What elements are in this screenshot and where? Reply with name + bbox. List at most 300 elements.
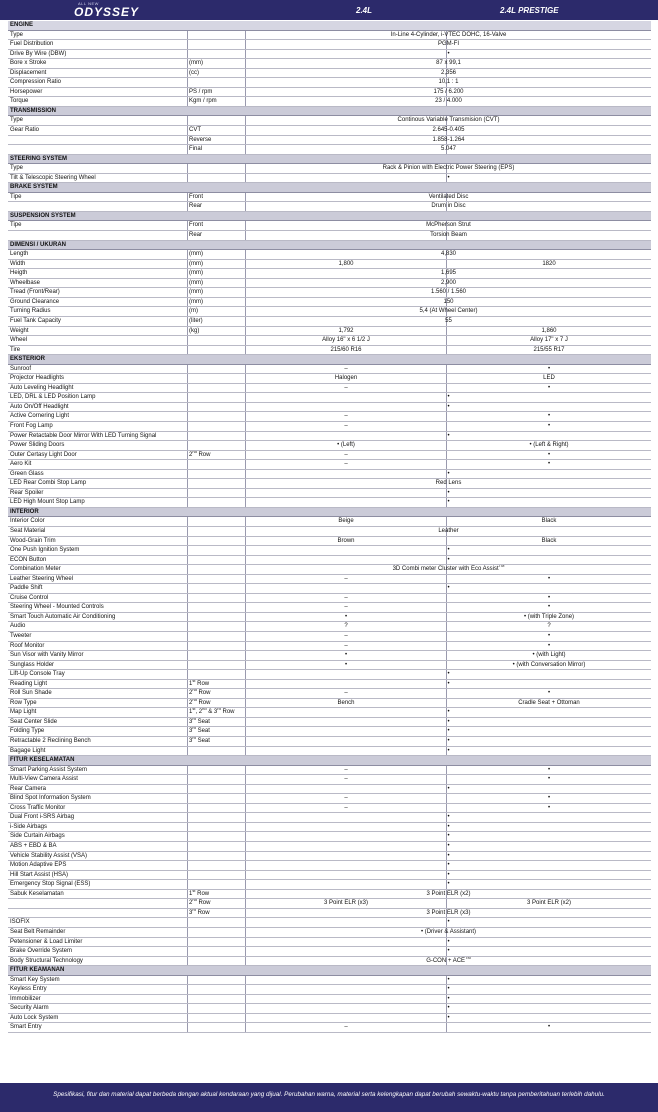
- spec-row: [8, 384, 651, 394]
- spec-label: Wheelbase: [10, 279, 41, 286]
- spec-label: Length: [10, 251, 29, 258]
- column-divider: [187, 546, 188, 555]
- column-divider: [187, 957, 188, 966]
- spec-value-text: •: [447, 814, 450, 821]
- spec-unit-text: Row: [196, 699, 211, 706]
- spec-row: [8, 957, 651, 967]
- column-divider: [187, 661, 188, 670]
- spec-value-both: [246, 832, 651, 841]
- spec-row: [8, 813, 651, 823]
- spec-label: Width: [10, 260, 26, 267]
- spec-value-text: 55: [445, 317, 452, 324]
- column-divider: [187, 393, 188, 402]
- spec-row: [8, 632, 651, 642]
- spec-value-both: [246, 823, 651, 832]
- spec-value-both: [246, 1004, 651, 1013]
- spec-value-both: [246, 288, 651, 297]
- spec-row: [8, 317, 651, 327]
- spec-value-2-4l: –: [344, 804, 348, 811]
- spec-row: [8, 346, 651, 356]
- spec-value-text: •: [447, 50, 450, 57]
- spec-value-2-4l: –: [344, 776, 348, 783]
- spec-value-both: [246, 193, 651, 202]
- spec-label: Cross Traffic Monitor: [10, 804, 66, 811]
- spec-row: [8, 708, 651, 718]
- column-divider: [187, 642, 188, 651]
- spec-label: [10, 899, 186, 908]
- spec-row: [8, 40, 651, 50]
- column-divider: [187, 479, 188, 488]
- spec-label: Horsepower: [10, 88, 43, 95]
- column-divider: [187, 59, 188, 68]
- spec-value-2-4l: 1,792: [338, 327, 354, 334]
- logo-tagline: ALL NEW: [78, 1, 99, 6]
- spec-unit-text: Row: [196, 451, 211, 458]
- spec-value-both: [246, 432, 651, 441]
- spec-value-2-4l-prestige: • (with Light): [532, 652, 566, 659]
- spec-row: [8, 441, 651, 451]
- spec-row: [8, 50, 651, 60]
- spec-value-both: [246, 909, 651, 918]
- spec-value-text: 87 x 99,1: [436, 60, 461, 67]
- spec-value-both: [246, 403, 651, 412]
- section-title: DIMENSI / UKURAN: [10, 241, 67, 248]
- spec-value-text: •: [447, 852, 450, 859]
- spec-value-both: [246, 298, 651, 307]
- spec-row: [8, 565, 651, 575]
- spec-label: Power Retactable Door Mirror With LED Turning Signal: [10, 432, 157, 439]
- section-header-row: [8, 241, 651, 251]
- superscript: nd: [192, 698, 197, 702]
- spec-label: Active Cornering Light: [10, 413, 70, 420]
- spec-row: [8, 527, 651, 537]
- section-header-row: [8, 21, 651, 31]
- spec-value-text: •: [447, 585, 450, 592]
- spec-label: Fuel Tank Capacity: [10, 317, 61, 324]
- column-divider: [187, 298, 188, 307]
- spec-row: [8, 374, 651, 384]
- spec-value-both: [246, 718, 651, 727]
- spec-unit: [189, 718, 245, 727]
- spec-row: [8, 871, 651, 881]
- spec-row: [8, 231, 651, 241]
- spec-value-text: Drum in Disc: [431, 203, 466, 210]
- spec-row: [8, 393, 651, 403]
- spec-value-2-4l: Bench: [337, 699, 355, 706]
- spec-value-2-4l: 3 Point ELR (x3): [323, 900, 369, 907]
- spec-value-text: Ventilated Disc: [428, 193, 469, 200]
- column-divider: [187, 899, 188, 908]
- column-divider: [187, 221, 188, 230]
- spec-label: i-Side Airbags: [10, 823, 48, 830]
- column-divider: [187, 116, 188, 125]
- spec-row: [8, 852, 651, 862]
- spec-value-text: PGM-FI: [438, 41, 459, 48]
- spec-value-text: 150: [443, 298, 454, 305]
- spec-row: [8, 785, 651, 795]
- section-header-row: [8, 355, 651, 365]
- spec-unit-text: (mm): [189, 279, 203, 286]
- column-divider: [187, 670, 188, 679]
- spec-row: [8, 432, 651, 442]
- spec-row: [8, 470, 651, 480]
- spec-value-2-4l-prestige: •: [547, 451, 551, 458]
- spec-label: Smart Touch Automatic Air Conditioning: [10, 613, 116, 620]
- superscript: rd: [192, 908, 196, 912]
- spec-value-2-4l: • (Left): [337, 442, 355, 449]
- spec-label: ABS + EBD & BA: [10, 843, 57, 850]
- spec-value-both: [246, 59, 651, 68]
- section-header-row: [8, 212, 651, 222]
- spec-value-text: •: [447, 995, 450, 1002]
- column-divider: [187, 651, 188, 660]
- spec-unit-text: (mm): [189, 260, 203, 267]
- spec-row: [8, 775, 651, 785]
- spec-unit-text: 2: [189, 451, 193, 458]
- spec-label: Security Alarm: [10, 1005, 49, 1012]
- spec-unit: [189, 451, 245, 460]
- spec-row: [8, 661, 651, 671]
- column-divider: [187, 775, 188, 784]
- spec-value-2-4l-prestige: • (Left & Right): [529, 442, 569, 449]
- spec-value-both: [246, 670, 651, 679]
- spec-value-text: 1.858-1.264: [432, 136, 465, 143]
- spec-unit-text: (mm): [189, 251, 203, 258]
- spec-row: [8, 279, 651, 289]
- column-divider: [187, 1014, 188, 1023]
- spec-value-text: McPherson Strut: [426, 222, 471, 229]
- spec-label: Hill Start Assist (HSA): [10, 871, 69, 878]
- spec-row: [8, 78, 651, 88]
- spec-label: LED High Mount Stop Lamp: [10, 499, 85, 506]
- spec-label: [10, 145, 186, 154]
- section-title: EKSTERIOR: [10, 356, 46, 363]
- spec-row: [8, 842, 651, 852]
- spec-row: [8, 575, 651, 585]
- spec-unit-text: (liter): [189, 317, 203, 324]
- spec-row: [8, 1004, 651, 1014]
- spec-value-text: 3D Combi meter Cluster with Eco Assist: [392, 566, 499, 573]
- spec-label: [10, 909, 186, 918]
- column-divider: [187, 365, 188, 374]
- spec-value-both: [246, 69, 651, 78]
- spec-unit-text: Row: [195, 890, 210, 897]
- spec-label: One Push Ignition System: [10, 547, 80, 554]
- spec-row: [8, 489, 651, 499]
- spec-unit-text: (mm): [189, 298, 203, 305]
- spec-row: [8, 59, 651, 69]
- section-header-row: [8, 107, 651, 117]
- spec-unit-text: Kgm / rpm: [189, 98, 217, 105]
- spec-label: Folding Type: [10, 728, 45, 735]
- spec-label: Tipe: [10, 193, 22, 200]
- spec-unit-text: PS / rpm: [189, 88, 213, 95]
- spec-label: Power Sliding Doors: [10, 442, 65, 449]
- spec-row: [8, 31, 651, 41]
- column-divider: [187, 231, 188, 240]
- spec-unit-text: Row: [195, 680, 210, 687]
- column-divider: [187, 527, 188, 536]
- column-divider: [187, 766, 188, 775]
- spec-unit-text: 1: [189, 709, 193, 716]
- spec-value-2-4l: 215/60 R16: [330, 346, 362, 353]
- spec-row: [8, 193, 651, 203]
- spec-label: Cruise Control: [10, 594, 49, 601]
- spec-row: [8, 288, 651, 298]
- spec-row: [8, 823, 651, 833]
- column-divider: [187, 565, 188, 574]
- column-divider: [187, 680, 188, 689]
- spec-value-2-4l-prestige: •: [547, 776, 551, 783]
- spec-label: LED Rear Combi Stop Lamp: [10, 480, 87, 487]
- spec-row: [8, 269, 651, 279]
- spec-row: [8, 403, 651, 413]
- spec-value-text: •: [447, 747, 450, 754]
- spec-row: [8, 947, 651, 957]
- spec-label: Rear Spoiler: [10, 489, 44, 496]
- spec-value-2-4l-prestige: •: [547, 795, 551, 802]
- column-divider: [187, 1023, 188, 1032]
- spec-value-both: [246, 556, 651, 565]
- column-divider: [187, 708, 188, 717]
- spec-unit-text: 2: [189, 699, 193, 706]
- spec-label: Auto Lock System: [10, 1014, 59, 1021]
- spec-value-text: G-CON + ACE: [426, 957, 466, 964]
- spec-label: Seat Belt Remainder: [10, 928, 66, 935]
- column-divider: [187, 517, 188, 526]
- spec-row: [8, 250, 651, 260]
- spec-value-both: [246, 1014, 651, 1023]
- column-divider: [187, 412, 188, 421]
- spec-value-2-4l: •: [344, 652, 348, 659]
- spec-value-text: •: [447, 174, 450, 181]
- spec-value-both: [246, 145, 651, 154]
- spec-row: [8, 116, 651, 126]
- column-divider: [187, 97, 188, 106]
- spec-label: Sunglass Holder: [10, 661, 55, 668]
- spec-value-text: •: [447, 403, 450, 410]
- spec-value-text: •: [447, 948, 450, 955]
- spec-label: Wheel: [10, 337, 28, 344]
- column-divider: [187, 890, 188, 899]
- spec-label: Retractable 2 Reclining Bench: [10, 738, 91, 745]
- spec-value-both: [246, 498, 651, 507]
- column-header-variant-2: 2.4L PRESTIGE: [500, 6, 559, 15]
- spec-value-2-4l: –: [344, 594, 348, 601]
- column-divider: [187, 307, 188, 316]
- spec-value-both: [246, 269, 651, 278]
- column-divider: [187, 985, 188, 994]
- spec-row: [8, 651, 651, 661]
- column-divider: [187, 460, 188, 469]
- spec-label: ECON Button: [10, 556, 47, 563]
- spec-unit: [189, 145, 245, 154]
- spec-label: Motion Adaptive EPS: [10, 862, 67, 869]
- spec-unit-text: Reverse: [189, 136, 212, 143]
- spec-row: [8, 422, 651, 432]
- column-header-variant-1: 2.4L: [356, 6, 373, 15]
- spec-label: Emergency Stop Signal (ESS): [10, 881, 91, 888]
- spec-row: [8, 202, 651, 212]
- spec-value-text: In-Line 4-Cylinder, i-VTEC DOHC, 16-Valve: [390, 31, 507, 38]
- spec-row: [8, 126, 651, 136]
- column-divider: [187, 871, 188, 880]
- spec-value-both: [246, 116, 651, 125]
- spec-row: [8, 976, 651, 986]
- column-divider: [187, 794, 188, 803]
- spec-row: [8, 174, 651, 184]
- column-divider: [187, 699, 188, 708]
- superscript: nd: [192, 899, 197, 903]
- column-divider: [187, 470, 188, 479]
- spec-label: Wood-Grain Trim: [10, 537, 56, 544]
- column-divider: [187, 126, 188, 135]
- column-divider: [187, 947, 188, 956]
- spec-unit-text: CVT: [189, 127, 201, 134]
- spec-label: Gear Ratio: [10, 127, 40, 134]
- spec-value-2-4l: –: [344, 633, 348, 639]
- spec-value-2-4l-prestige: •: [547, 594, 551, 601]
- spec-value-2-4l-prestige: 3 Point ELR (x2): [526, 900, 572, 907]
- spec-unit: [189, 97, 245, 106]
- section-title: SUSPENSION SYSTEM: [10, 212, 76, 219]
- spec-row: [8, 1023, 651, 1033]
- spec-unit: [189, 59, 245, 68]
- spec-label: Reading Light: [10, 680, 48, 687]
- superscript: nd: [192, 450, 197, 454]
- spec-value-both: [246, 479, 651, 488]
- spec-unit: [189, 231, 245, 240]
- spec-value-both: [246, 813, 651, 822]
- column-divider: [187, 689, 188, 698]
- spec-label: Blind Spot Information System: [10, 795, 91, 802]
- spec-value-2-4l-prestige: 1820: [542, 260, 556, 267]
- odyssey-logo: ODYSSEY: [74, 5, 140, 19]
- spec-label: Tread (Front/Rear): [10, 289, 60, 296]
- spec-unit: [189, 680, 245, 689]
- spec-unit-text: (mm): [189, 289, 203, 296]
- spec-unit-text: 3: [189, 718, 193, 725]
- spec-value-both: [246, 852, 651, 861]
- spec-unit: [189, 708, 245, 717]
- spec-value-text: •: [447, 680, 450, 687]
- spec-row: [8, 717, 651, 731]
- column-divider: [187, 336, 188, 345]
- spec-row: [8, 899, 651, 909]
- spec-value-text: • (Driver & Assistant): [420, 928, 477, 935]
- spec-row: [8, 880, 651, 890]
- column-divider: [187, 50, 188, 59]
- spec-value-both: [246, 947, 651, 956]
- superscript: st: [192, 679, 196, 683]
- spec-value-2-4l: Beige: [338, 518, 354, 525]
- spec-value-both: [246, 231, 651, 240]
- spec-row: [8, 995, 651, 1005]
- spec-value-2-4l: –: [344, 413, 348, 420]
- spec-value-both: [246, 546, 651, 555]
- spec-label: LED, DRL & LED Position Lamp: [10, 394, 96, 401]
- column-divider: [187, 861, 188, 870]
- spec-value-both: [246, 136, 651, 145]
- spec-value-2-4l: –: [344, 575, 348, 582]
- spec-unit: [189, 737, 245, 746]
- spec-unit-text: 3: [189, 909, 193, 916]
- spec-unit-text: Seat: [195, 728, 210, 735]
- spec-value-both: [246, 871, 651, 880]
- spec-unit: [189, 689, 245, 698]
- spec-row: [8, 451, 651, 461]
- spec-label: Auto On/Off Headlight: [10, 403, 69, 410]
- column-divider: [187, 537, 188, 546]
- spec-unit-text: (mm): [189, 60, 203, 67]
- spec-value-2-4l: –: [344, 384, 348, 391]
- spec-label: Multi-View Camera Assist: [10, 776, 78, 783]
- spec-value-text: •: [447, 671, 450, 678]
- column-divider: [187, 737, 188, 746]
- spec-value-text: •: [447, 1005, 450, 1012]
- column-divider: [187, 584, 188, 593]
- spec-row: [8, 766, 651, 776]
- spec-unit-text: Rear: [189, 232, 203, 239]
- column-divider: [187, 136, 188, 145]
- section-title: BRAKE SYSTEM: [10, 184, 58, 191]
- spec-value-text: 3 Point ELR (x2): [426, 890, 471, 897]
- spec-row: [8, 918, 651, 928]
- spec-unit: [189, 327, 245, 336]
- spec-value-2-4l-prestige: •: [547, 766, 551, 773]
- spec-value-both: [246, 785, 651, 794]
- spec-unit-text: Rear: [189, 203, 203, 210]
- spec-label: Tweeter: [10, 633, 32, 639]
- spec-row: [8, 336, 651, 346]
- spec-row: [8, 985, 651, 995]
- spec-value-text: •: [447, 709, 450, 716]
- column-divider: [187, 279, 188, 288]
- column-divider: [187, 193, 188, 202]
- spec-value-both: [246, 393, 651, 402]
- column-divider: [187, 727, 188, 736]
- spec-value-text: 1,695: [440, 270, 456, 277]
- spec-value-2-4l-prestige: •: [547, 633, 551, 639]
- spec-label: Torque: [10, 98, 29, 105]
- spec-value-2-4l-prestige: Alloy 17" x 7 J: [530, 337, 568, 344]
- column-divider: [187, 918, 188, 927]
- spec-value-2-4l: –: [344, 422, 348, 429]
- spec-value-2-4l-prestige: • (with Conversation Mirror): [512, 661, 586, 668]
- column-divider: [187, 145, 188, 154]
- column-divider: [187, 909, 188, 918]
- spec-value-text: •: [447, 833, 450, 840]
- spec-row: [8, 603, 651, 613]
- spec-value-2-4l: –: [344, 766, 348, 773]
- spec-value-both: [246, 680, 651, 689]
- spec-value-both: [246, 842, 651, 851]
- spec-row: [8, 832, 651, 842]
- column-divider: [187, 747, 188, 756]
- spec-value-2-4l-prestige: Cradle Seat + Ottoman: [518, 699, 580, 706]
- column-divider: [187, 432, 188, 441]
- spec-value-2-4l: –: [344, 461, 348, 468]
- spec-label: Dual Front i-SRS Airbag: [10, 814, 75, 821]
- column-divider: [187, 976, 188, 985]
- section-title: FITUR KEAMANAN: [10, 967, 65, 974]
- spec-row: [8, 298, 651, 308]
- spec-row: [8, 546, 651, 556]
- column-divider: [187, 374, 188, 383]
- spec-unit: [189, 69, 245, 78]
- superscript: st: [192, 708, 196, 712]
- spec-row: [8, 889, 651, 903]
